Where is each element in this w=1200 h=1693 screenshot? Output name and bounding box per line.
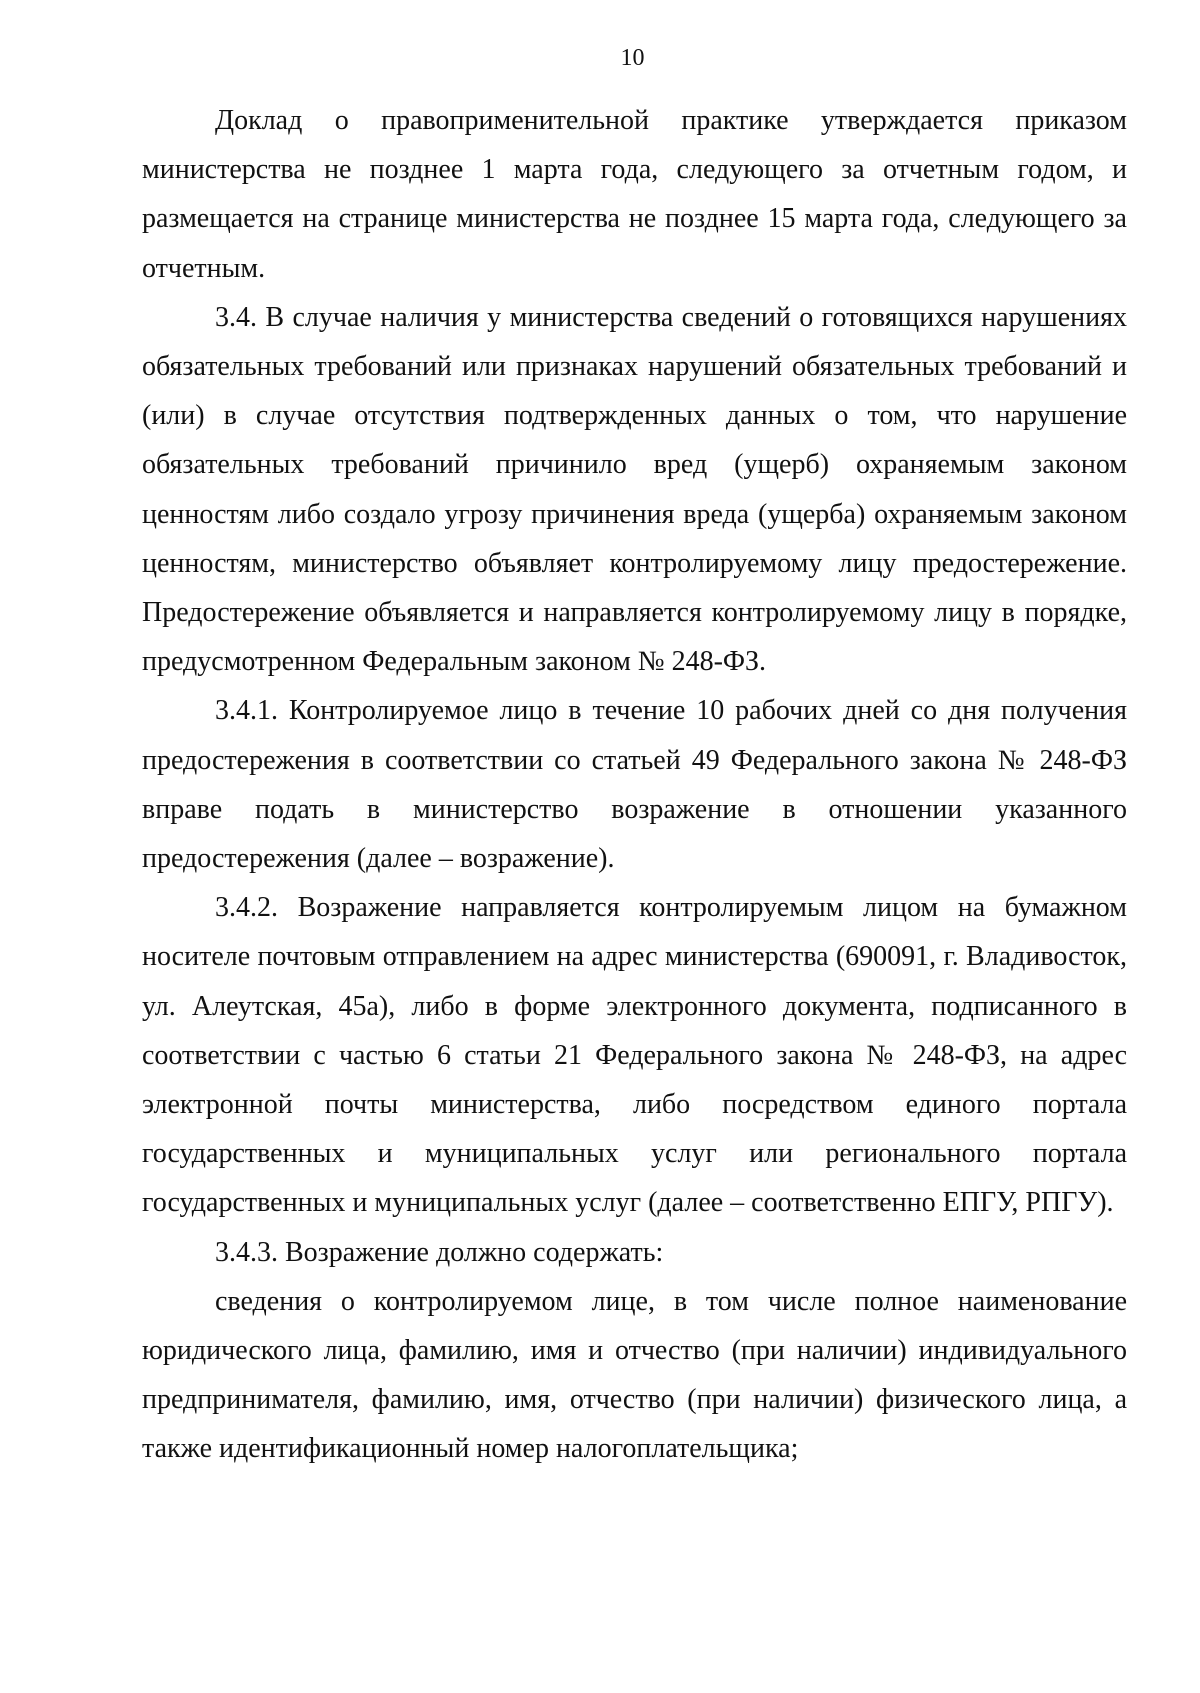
paragraph-objection-content: сведения о контролируемом лице, в том числе полное наименование юридического лица, фамилию, имя и отчество (при наличии) индивидуального предпринимателя, фамилию, имя, отчество (при наличии) физического лица, а также идентификационный номер налогоплательщика; [142, 1285, 1127, 1465]
page-number: 10 [620, 45, 645, 71]
paragraph-report-approval: Доклад о правоприменительной практике утверждается приказом министерства не позднее 1 марта года, следующего за отчетным годом, и размещается на странице министерства не позднее 15 марта года, следующего за отчетным. [142, 105, 1127, 284]
paragraph-3-4-3: 3.4.3. Возражение должно содержать: [215, 1236, 664, 1268]
paragraph-3-4-1: 3.4.1. Контролируемое лицо в течение 10 рабочих дней со дня получения предостережения в соответствии со статьей 49 Федерального закона № 248-ФЗ вправе подать в министерство возражение в отношении указанного предостережения (далее – возражение). [142, 695, 1127, 875]
paragraph-3-4: 3.4. В случае наличия у министерства сведений о готовящихся нарушениях обязательных требований или признаках нарушений обязательных требований и (или) в случае отсутствия подтвержденных данных о том, что нарушение обязательных требований причинило вред (ущерб) охраняемым законом ценностям либо создало угрозу причинения вреда (ущерба) охраняемым законом ценностям, министерство объявляет контролируемому лицу предостережение. Предостережение объявляется и направляется контролируемому лицу в порядке, предусмотренном Федеральным законом № 248-ФЗ. [142, 301, 1127, 678]
paragraph-3-4-2: 3.4.2. Возражение направляется контролируемым лицом на бумажном носителе почтовым отправлением на адрес министерства (690091, г. Владивосток, ул. Алеутская, 45а), либо в форме электронного документа, подписанного в соответствии с частью 6 статьи 21 Федерального закона № 248-ФЗ, на адрес электронной почты министерства, либо посредством единого портала государственных и муниципальных услуг или регионального портала государственных и муниципальных услуг (далее – соответственно ЕПГУ, РПГУ). [142, 892, 1127, 1219]
document-body [142, 96, 1127, 1474]
